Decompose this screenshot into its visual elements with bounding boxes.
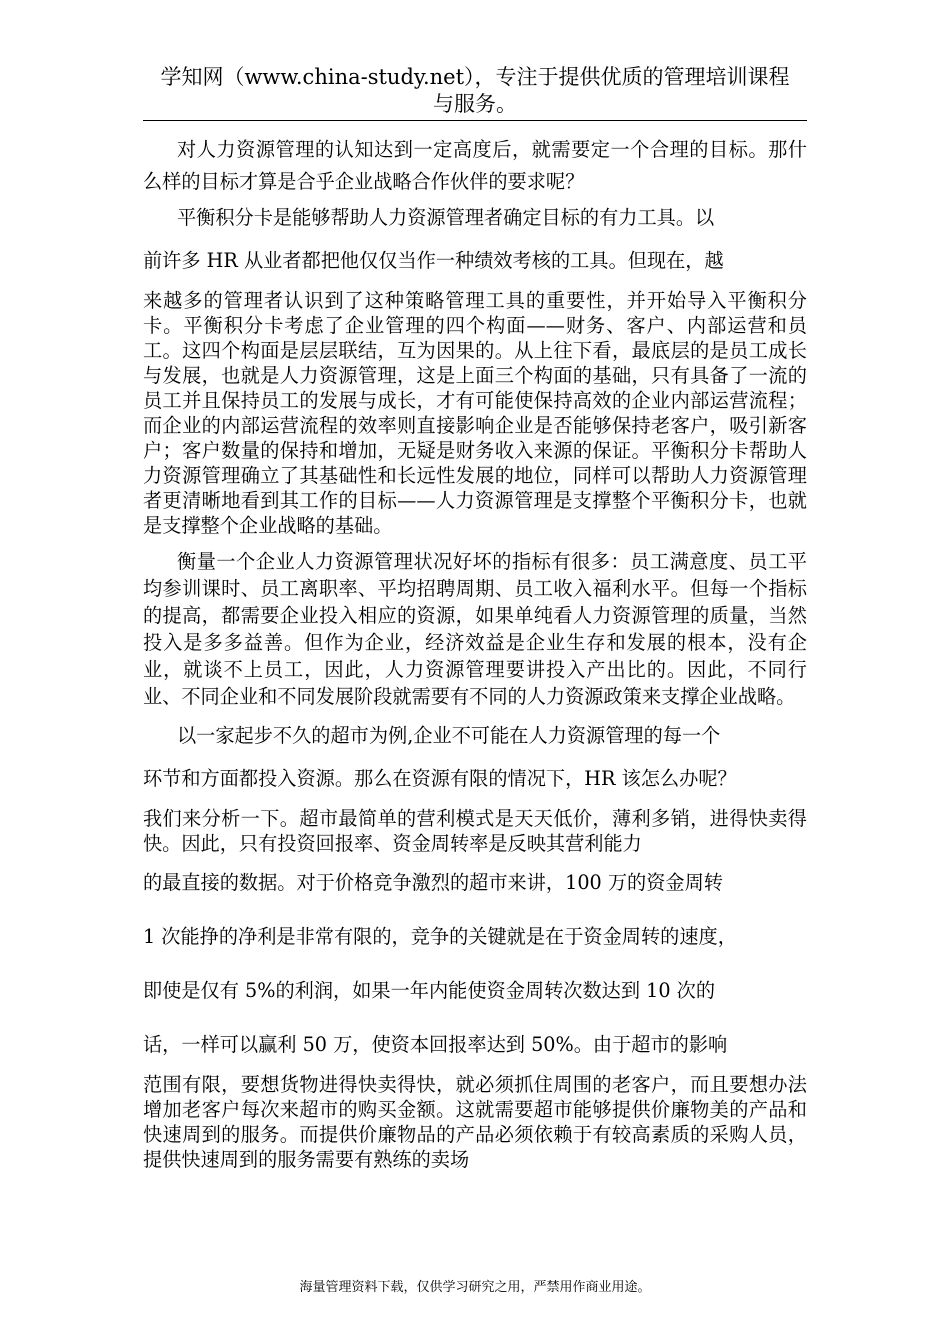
paragraph-4-line-6: 1 次能挣的净利是非常有限的，竞争的关键就是在于资金周转的速度， (143, 925, 737, 948)
paragraph-4-line-5: 的最直接的数据。对于价格竞争激烈的超市来讲，100 万的资金周转 (143, 871, 723, 894)
paragraph-3: 衡量一个企业人力资源管理状况好坏的指标有很多：员工满意度、员工平均参训课时、员工离职率、平均招聘周期、员工收入福利水平。但每一个指标的提高，都需要企业投入相应的资源，如果单纯看人力资源管理的质量，当然投入是多多益善。但作为企业，经济效益是企业生存和发展的根本，没有企业，就谈不上员工，因此，人力资源管理要讲投入产出比的。因此，不同行业、不同企业和不同发展阶段就需要有不同的人力资源政策来支撑企业战略。 (143, 550, 807, 708)
page-footer: 海量管理资料下载，仅供学习研究之用，严禁用作商业用途。 (299, 1280, 651, 1295)
paragraph-2-line-1: 平衡积分卡是能够帮助人力资源管理者确定目标的有力工具。以 (177, 206, 715, 229)
paragraph-2-line-2: 前许多 HR 从业者都把他仅仅当作一种绩效考核的工具。但现在，越 (143, 249, 724, 272)
page-header (143, 64, 807, 118)
paragraph-4-line-1: 以一家起步不久的超市为例,企业不可能在人力资源管理的每一个 (177, 724, 721, 747)
paragraph-4-line-7: 即使是仅有 5%的利润，如果一年内能使资金周转次数达到 10 次的 (143, 979, 716, 1002)
paragraph-4-line-2: 环节和方面都投入资源。那么在资源有限的情况下，HR 该怎么办呢？ (143, 767, 737, 790)
paragraph-4-tail: 范围有限，要想货物进得快卖得快，就必须抓住周围的老客户，而且要想办法增加老客户每次来超市的购买金额。这就需要超市能够提供价廉物美的产品和快速周到的服务。而提供价廉物品的产品必须依赖于有较高素质的采购人员，提供快速周到的服务需要有熟练的卖场 (143, 1073, 807, 1171)
document-body (143, 134, 807, 1172)
header-divider (143, 120, 807, 121)
header-line-1: 学知网（www.china-study.net），专注于提供优质的管理培训课程 (160, 65, 790, 89)
paragraph-4-body: 我们来分析一下。超市最简单的营利模式是天天低价，薄利多销，进得快卖得快。因此，只有投资回报率、资金周转率是反映其营利能力 (143, 807, 807, 855)
paragraph-1: 对人力资源管理的认知达到一定高度后，就需要定一个合理的目标。那什么样的目标才算是合乎企业战略合作伙伴的要求呢？ (143, 138, 807, 193)
header-line-2: 与服务。 (433, 92, 517, 116)
paragraph-2-body: 来越多的管理者认识到了这种策略管理工具的重要性，并开始导入平衡积分卡。平衡积分卡考虑了企业管理的四个构面——财务、客户、内部运营和员工。这四个构面是层层联结，互为因果的。从上往下看，最底层的是员工成长与发展，也就是人力资源管理，这是上面三个构面的基础，只有具备了一流的员工并且保持员工的发展与成长，才有可能使保持高效的企业内部运营流程；而企业的内部运营流程的效率则直接影响企业是否能够保持老客户，吸引新客户；客户数量的保持和增加，无疑是财务收入来源的保证。平衡积分卡帮助人力资源管理确立了其基础性和长远性发展的地位，同样可以帮助人力资源管理者更清晰地看到其工作的目标——人力资源管理是支撑整个平衡积分卡，也就是支撑整个企业战略的基础。 (143, 289, 807, 537)
paragraph-4-line-8: 话，一样可以赢利 50 万，使资本回报率达到 50%。由于超市的影响 (143, 1033, 728, 1056)
